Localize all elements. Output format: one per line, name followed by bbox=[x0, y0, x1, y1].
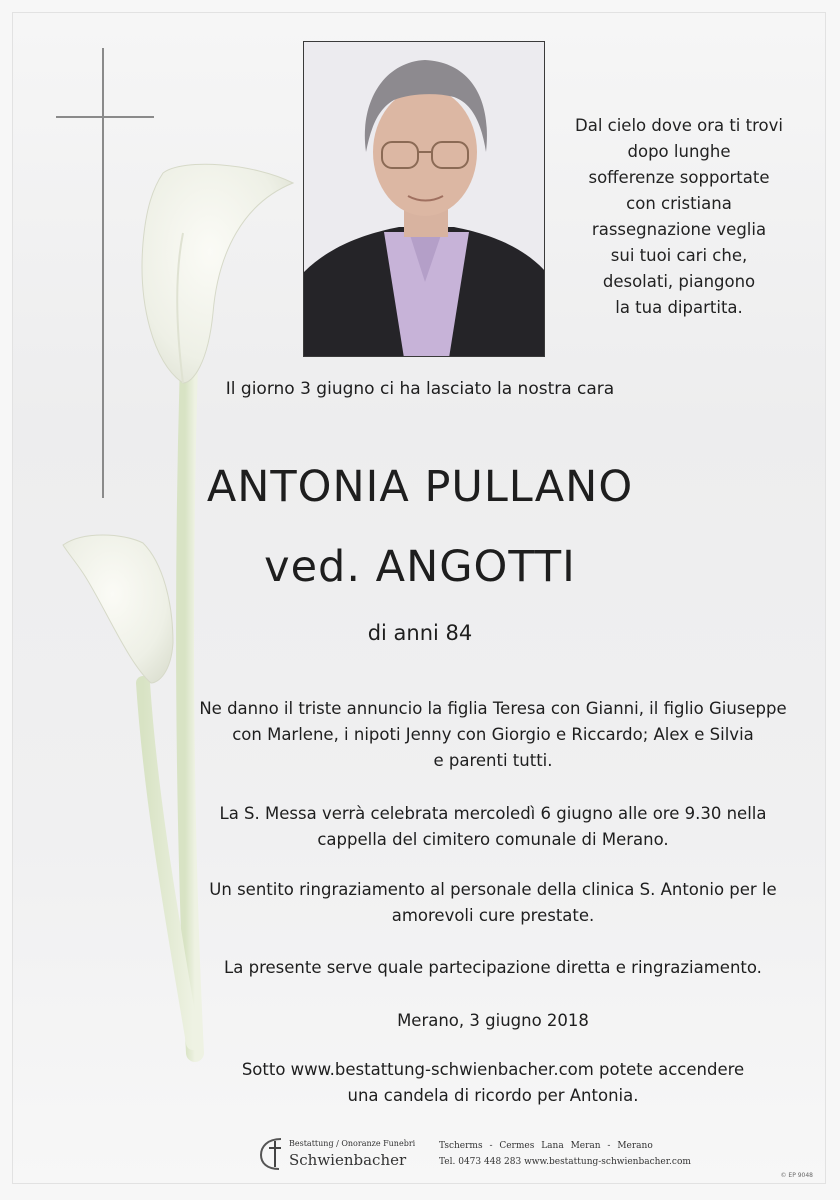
intro-text: Il giorno 3 giugno ci ha lasciato la nostra cara bbox=[225, 379, 615, 399]
logo-name: Schwienbacher bbox=[289, 1151, 407, 1169]
poem-line: con cristiana bbox=[626, 194, 732, 213]
funeral-home-footer bbox=[253, 1135, 733, 1179]
candle-line: una candela di ricordo per Antonia. bbox=[347, 1086, 639, 1105]
funeral-home-logo-icon bbox=[259, 1135, 289, 1171]
announcement-line: e parenti tutti. bbox=[433, 751, 553, 770]
announcement-line: con Marlene, i nipoti Jenny con Giorgio e Riccardo; Alex e Silvia bbox=[232, 725, 754, 744]
footer-contact: Tel. 0473 448 283 www.bestattung-schwienbacher.com bbox=[439, 1157, 691, 1167]
thanks-paragraph bbox=[173, 877, 813, 929]
poem-line: dopo lunghe bbox=[627, 142, 731, 161]
notice-paragraph bbox=[173, 955, 813, 981]
mass-paragraph bbox=[173, 801, 813, 853]
poem-line: sofferenze sopportate bbox=[588, 168, 770, 187]
mass-line: cappella del cimitero comunale di Merano. bbox=[317, 830, 669, 849]
poem-line: Dal cielo dove ora ti trovi bbox=[575, 116, 783, 135]
portrait-photo bbox=[303, 41, 545, 357]
mass-line: La S. Messa verrà celebrata mercoledì 6 giugno alle ore 9.30 nella bbox=[219, 804, 767, 823]
place-date-line: Merano, 3 giugno 2018 bbox=[397, 1011, 589, 1030]
print-code: © EP 9048 bbox=[780, 1172, 813, 1179]
poem-line: sui tuoi cari che, bbox=[610, 246, 748, 265]
poem-line: la tua dipartita. bbox=[615, 298, 743, 317]
announcement-paragraph bbox=[173, 696, 813, 774]
obituary-sheet bbox=[12, 12, 826, 1184]
logo-subtitle: Bestattung / Onoranze Funebri bbox=[289, 1139, 416, 1148]
portrait-icon bbox=[304, 42, 545, 357]
deceased-married-name: ved. ANGOTTI bbox=[264, 542, 576, 592]
cross-horizontal bbox=[56, 116, 154, 118]
footer-locations: Tscherms - Cermes Lana Meran - Merano bbox=[439, 1141, 653, 1151]
deceased-name: ANTONIA PULLANO bbox=[206, 462, 634, 512]
thanks-line: amorevoli cure prestate. bbox=[391, 906, 595, 925]
place-date bbox=[173, 1008, 813, 1034]
memorial-poem bbox=[549, 113, 809, 321]
poem-line: desolati, piangono bbox=[602, 272, 756, 291]
notice-line: La presente serve quale partecipazione diretta e ringraziamento. bbox=[224, 958, 762, 977]
candle-line: Sotto www.bestattung-schwienbacher.com potete accendere bbox=[241, 1060, 745, 1079]
candle-paragraph bbox=[173, 1057, 813, 1109]
thanks-line: Un sentito ringraziamento al personale della clinica S. Antonio per le bbox=[209, 880, 777, 899]
poem-line: rassegnazione veglia bbox=[591, 220, 767, 239]
announcement-line: Ne danno il triste annuncio la figlia Teresa con Gianni, il figlio Giuseppe bbox=[199, 699, 787, 718]
deceased-age: di anni 84 bbox=[367, 621, 473, 645]
